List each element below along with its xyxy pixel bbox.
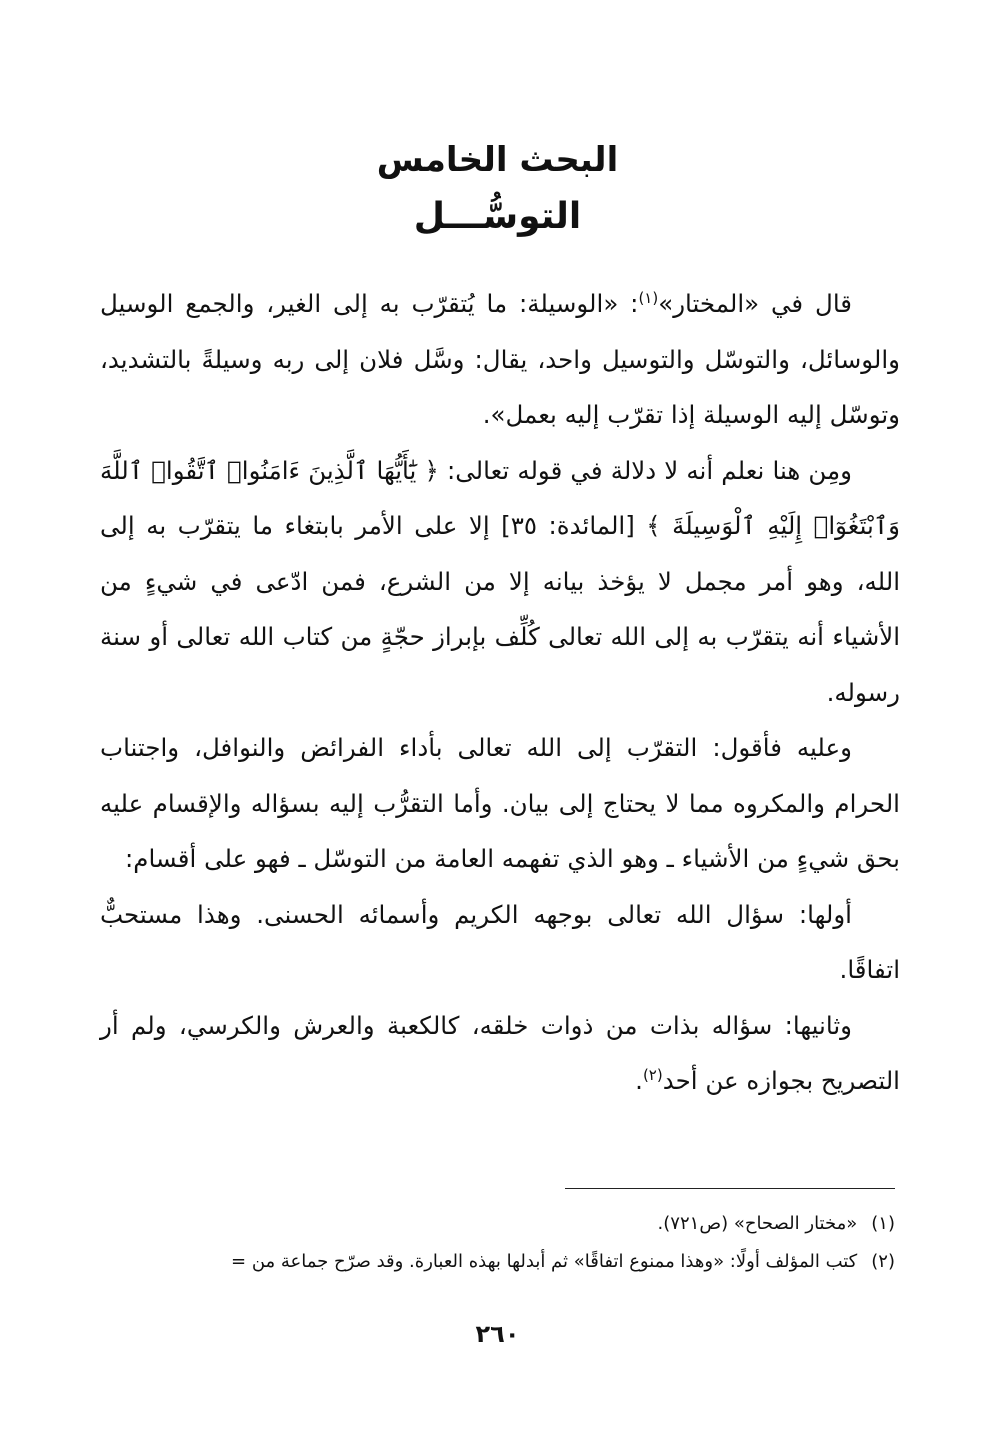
body-text [100, 276, 900, 1109]
section-heading: البحث الخامس [376, 140, 619, 180]
footnote-2 [80, 1243, 895, 1281]
paragraph-4: أولها: سؤال الله تعالى بوجهه الكريم وأسمائه الحسنى. وهذا مستحبٌّ اتفاقًا. [100, 899, 900, 984]
paragraph-1 [100, 276, 900, 443]
paragraph-2: ومِن هنا نعلم أنه لا دلالة في قوله تعالى: ﴿ يَٰٓأَيُّهَا ٱلَّذِينَ ءَامَنُوا۟ ٱتَّقُوا۟ ٱللَّهَ وَٱبْتَغُوٓا۟ إِلَيْهِ ٱلْوَسِيلَةَ ﴾ [المائدة: ٣٥] إلا على الأمر بابتغاء ما يتقرّب به إلى الله، وهو أمر مجمل لا يؤخذ بيانه إلا من الشرع، فمن ادّعى في شيءٍ من الأشياء أنه يتقرّب به إلى الله تعالى كُلِّف بإبراز حجّةٍ من كتاب الله تعالى أو سنة رسوله. [100, 455, 901, 707]
footnote-1-text: «مختار الصحاح» (ص٧٢١). [657, 1213, 858, 1234]
paragraph-5 [100, 998, 900, 1109]
paragraph-3: وعليه فأقول: التقرّب إلى الله تعالى بأداء الفرائض والنوافل، واجتناب الحرام والمكروه مما لا يحتاج إلى بيان. وأما التقرُّب إليه بسؤاله والإقسام عليه بحق شيءٍ من الأشياء ـ وهو الذي تفهمه العامة من التوسّل ـ فهو على أقسام: [100, 733, 900, 873]
footnote-divider [565, 1188, 895, 1189]
paragraph-5-end: . [635, 1066, 643, 1095]
footnote-ref-2: (٢) [642, 1065, 663, 1084]
footnote-2-number: (٢) [871, 1251, 895, 1272]
footnote-1 [80, 1205, 895, 1243]
paragraph-1-start: قال في «المختار» [658, 289, 852, 318]
paragraph-5-start: وثانيها: سؤاله بذات من ذوات خلقه، كالكعبة والعرش والكرسي، ولم أر التصريح بجوازه عن أحد [100, 1010, 900, 1095]
footnote-2-text: كتب المؤلف أولًا: «وهذا ممنوع اتفاقًا» ثم أبدلها بهذه العبارة. وقد صرّح جماعة من = [231, 1251, 858, 1272]
footnotes [80, 1205, 895, 1281]
footnote-ref-1: (١) [638, 288, 659, 307]
section-title: التوسُّـــل [413, 196, 582, 237]
footnote-1-number: (١) [871, 1213, 895, 1234]
page-number: ٢٦٠ [475, 1320, 520, 1348]
paragraph-1-rest: : «الوسيلة: ما يُتقرّب به إلى الغير، والجمع الوسيل والوسائل، والتوسّل والتوسيل واحد، يقال: وسَّل فلان إلى ربه وسيلةً بالتشديد، وتوسّل إليه الوسيلة إذا تقرّب إليه بعمل». [100, 289, 900, 429]
